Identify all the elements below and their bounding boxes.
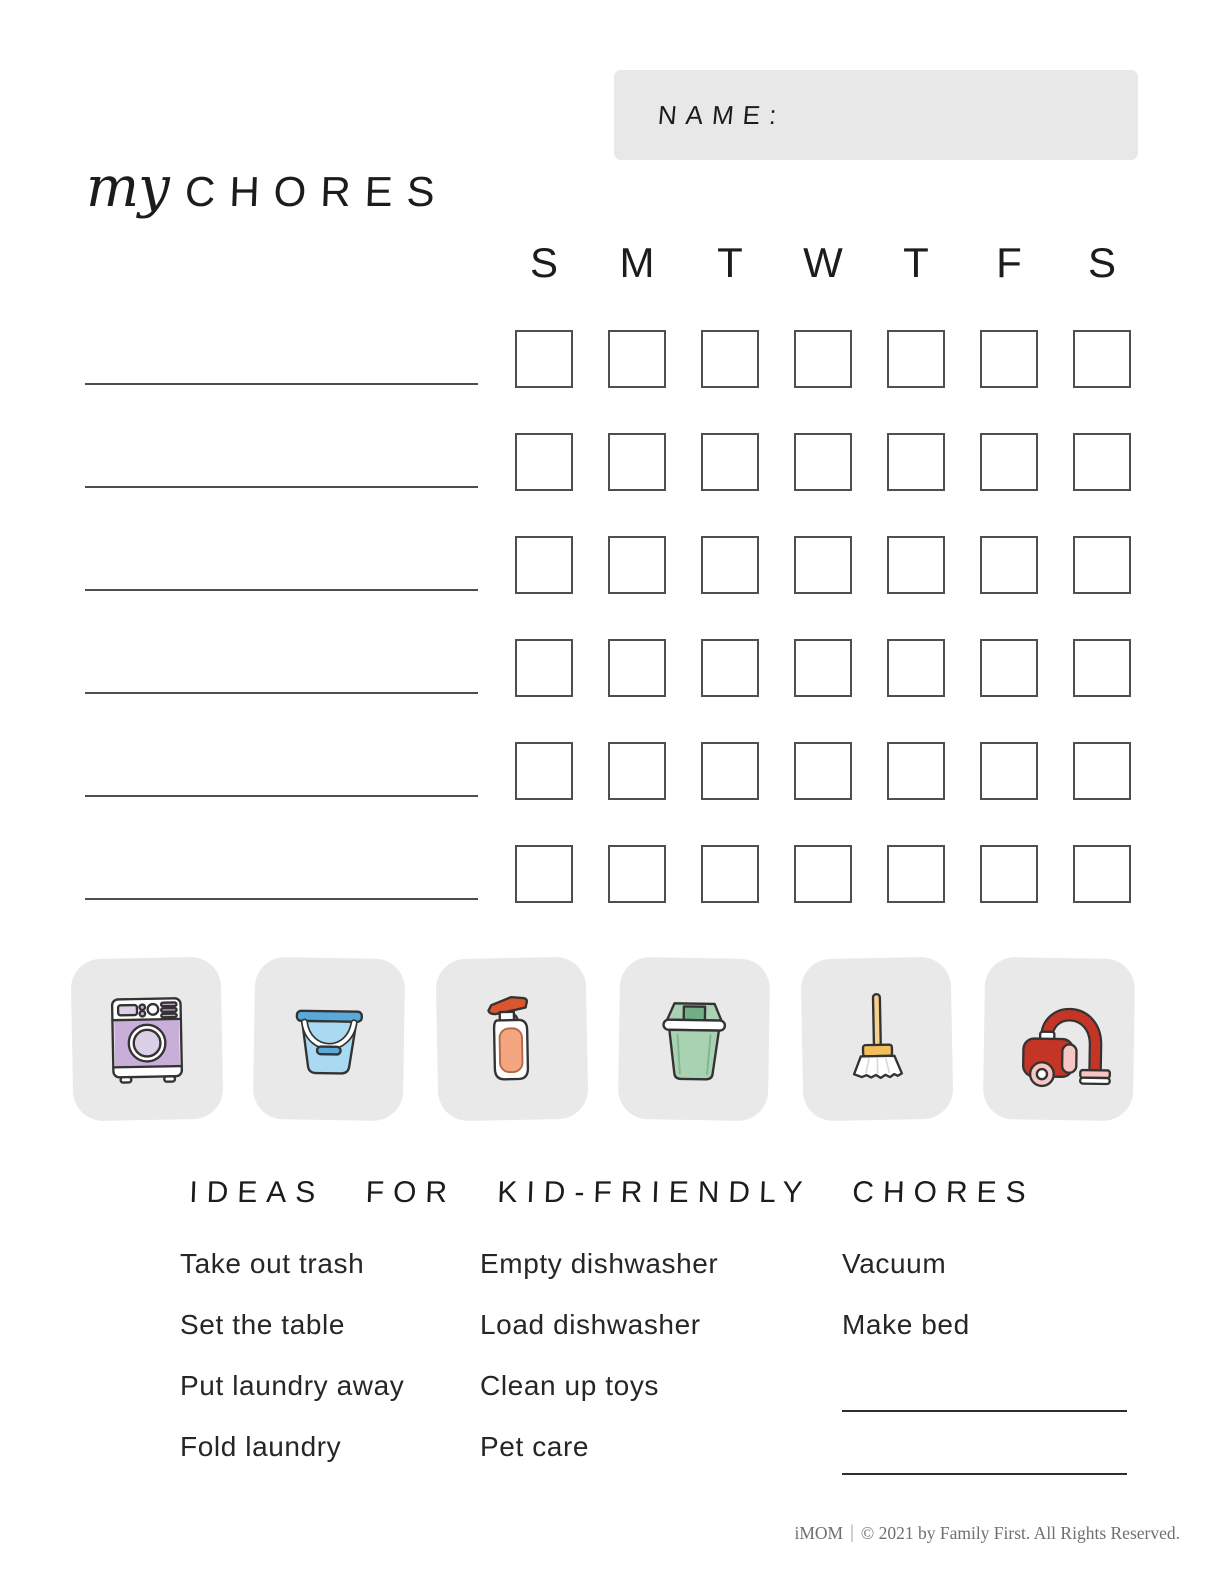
- idea-item: Load dishwasher: [480, 1309, 701, 1340]
- day-checkbox[interactable]: [608, 742, 666, 800]
- grid-row-3: [515, 536, 1131, 594]
- page-title: [86, 155, 450, 220]
- idea-blank-line[interactable]: [842, 1370, 1127, 1412]
- trash-can-icon: [634, 979, 754, 1099]
- grid-row-4: [515, 639, 1131, 697]
- day-checkbox[interactable]: [794, 742, 852, 800]
- day-checkbox[interactable]: [980, 639, 1038, 697]
- checkbox-grid: [515, 330, 1131, 948]
- day-checkbox[interactable]: [794, 639, 852, 697]
- icon-tile: [983, 957, 1136, 1121]
- spray-bottle-icon: [452, 979, 572, 1099]
- weekday-label-sun: S: [529, 239, 558, 286]
- day-checkbox[interactable]: [794, 845, 852, 903]
- day-checkbox[interactable]: [887, 433, 945, 491]
- ideas-column-3: [842, 1248, 1127, 1496]
- day-checkbox[interactable]: [887, 536, 945, 594]
- day-checkbox[interactable]: [1073, 845, 1131, 903]
- chore-name-line[interactable]: [85, 383, 478, 385]
- day-checkbox[interactable]: [980, 536, 1038, 594]
- day-checkbox[interactable]: [887, 639, 945, 697]
- idea-item: Make bed: [842, 1309, 970, 1340]
- chore-name-line[interactable]: [85, 486, 478, 488]
- name-field[interactable]: [614, 70, 1138, 160]
- day-checkbox[interactable]: [701, 536, 759, 594]
- idea-item: Fold laundry: [180, 1431, 342, 1462]
- idea-blank-line[interactable]: [842, 1433, 1127, 1475]
- chore-name-line[interactable]: [85, 795, 478, 797]
- day-checkbox[interactable]: [608, 433, 666, 491]
- weekday-label-mon: M: [619, 239, 655, 286]
- ideas-column-2: [480, 1248, 718, 1492]
- idea-item: Empty dishwasher: [480, 1248, 719, 1279]
- title-caps: CHORES: [183, 168, 450, 215]
- weekday-label-fri: F: [996, 239, 1022, 286]
- day-checkbox[interactable]: [608, 536, 666, 594]
- day-checkbox[interactable]: [1073, 536, 1131, 594]
- day-checkbox[interactable]: [1073, 330, 1131, 388]
- day-checkbox[interactable]: [887, 742, 945, 800]
- day-checkbox[interactable]: [980, 742, 1038, 800]
- ideas-heading: IDEAS FOR KID-FRIENDLY CHORES: [188, 1176, 1036, 1209]
- day-checkbox[interactable]: [515, 433, 573, 491]
- day-checkbox[interactable]: [515, 536, 573, 594]
- grid-row-5: [515, 742, 1131, 800]
- grid-row-6: [515, 845, 1131, 903]
- day-checkbox[interactable]: [608, 845, 666, 903]
- idea-item: Put laundry away: [180, 1370, 405, 1401]
- icon-tile: [435, 957, 588, 1122]
- idea-item: Vacuum: [842, 1248, 947, 1279]
- name-label: NAME:: [656, 99, 787, 130]
- grid-row-1: [515, 330, 1131, 388]
- day-checkbox[interactable]: [980, 433, 1038, 491]
- chore-name-line[interactable]: [85, 692, 478, 694]
- weekday-label-tue: T: [717, 239, 743, 286]
- day-checkbox[interactable]: [794, 536, 852, 594]
- footer-copyright: © 2021 by Family First. All Rights Reserved.: [860, 1522, 1180, 1543]
- idea-item: Set the table: [180, 1309, 346, 1340]
- broom-icon: [816, 979, 936, 1099]
- icon-tile: [800, 957, 953, 1122]
- bucket-icon: [269, 979, 389, 1099]
- chore-icons-row: [72, 958, 1134, 1120]
- icon-tile: [70, 957, 223, 1122]
- icon-tile: [618, 957, 771, 1121]
- day-checkbox[interactable]: [515, 742, 573, 800]
- washing-machine-icon: [87, 979, 207, 1099]
- ideas-column-1: [180, 1248, 404, 1492]
- chore-name-line[interactable]: [85, 589, 478, 591]
- chore-name-line[interactable]: [85, 898, 478, 900]
- day-checkbox[interactable]: [794, 330, 852, 388]
- day-checkbox[interactable]: [1073, 639, 1131, 697]
- day-checkbox[interactable]: [701, 742, 759, 800]
- day-checkbox[interactable]: [1073, 742, 1131, 800]
- day-checkbox[interactable]: [980, 845, 1038, 903]
- day-checkbox[interactable]: [887, 330, 945, 388]
- idea-item: Pet care: [480, 1431, 590, 1462]
- day-checkbox[interactable]: [515, 639, 573, 697]
- idea-item: Clean up toys: [480, 1370, 660, 1401]
- day-checkbox[interactable]: [701, 330, 759, 388]
- weekday-label-wed: W: [803, 239, 843, 286]
- day-checkbox[interactable]: [515, 330, 573, 388]
- icon-tile: [253, 957, 406, 1121]
- day-checkbox[interactable]: [701, 845, 759, 903]
- weekday-label-thu: T: [903, 239, 929, 286]
- day-checkbox[interactable]: [608, 639, 666, 697]
- day-checkbox[interactable]: [1073, 433, 1131, 491]
- day-checkbox[interactable]: [701, 639, 759, 697]
- idea-item: Take out trash: [180, 1248, 365, 1279]
- day-checkbox[interactable]: [794, 433, 852, 491]
- day-checkbox[interactable]: [980, 330, 1038, 388]
- footer-brand: iMOM: [794, 1522, 844, 1543]
- footer: [794, 1522, 1180, 1544]
- title-script: my: [86, 155, 169, 220]
- day-checkbox[interactable]: [701, 433, 759, 491]
- day-checkbox[interactable]: [887, 845, 945, 903]
- day-checkbox[interactable]: [515, 845, 573, 903]
- footer-separator: |: [850, 1522, 854, 1543]
- weekday-header: [515, 240, 1131, 286]
- weekday-label-sat: S: [1087, 239, 1116, 286]
- day-checkbox[interactable]: [608, 330, 666, 388]
- vacuum-icon: [999, 979, 1119, 1099]
- grid-row-2: [515, 433, 1131, 491]
